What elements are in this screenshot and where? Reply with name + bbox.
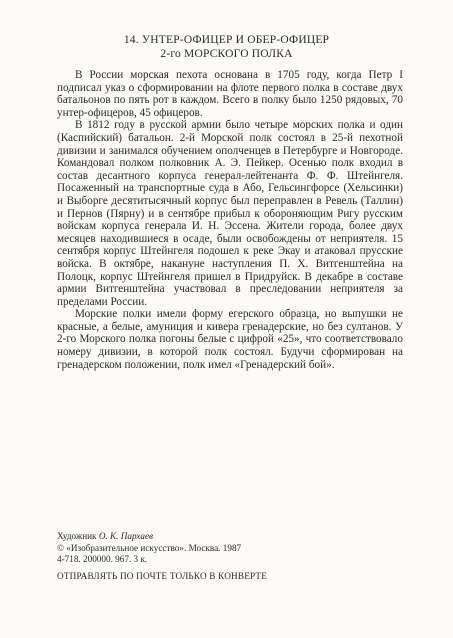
page-subtitle: 2-го МОРСКОГО ПОЛКА [160,48,293,60]
article-body [57,69,403,371]
page-title: 14. УНТЕР-ОФИЦЕР И ОБЕР-ОФИЦЕР [123,34,330,46]
publisher-credit: © «Изобразительное искусство». Москва. 1987 [57,543,242,553]
artist-name: О. К. Пархаев [98,531,154,541]
artist-label: Художник [57,531,97,541]
paragraph-1812: В 1812 году в русской армии было четыре морских полка и один (Каспийский) батальон. 2-й Морской полк состоял в 25-й пехотной дивизии и занимался обучением ополченцев в Петербурге и Новгороде. Командовал полком полковник А. Э. Пейкер. Осенью полк входил в состав десантного корпуса генерал-лейтенанта Ф. Ф. Штейнгеля. Посаженный на транспортные суда в Або, Гельсингфорсе (Хельсинки) и Выборге десятитысячный корпус был переправлен в Ревель (Таллин) и Пернов (Пярну) и в сентябре прибыл к обороняющим Ригу русским войскам корпуса генерала И. Н. Эссена. Жители города, более двух месяцев находившиеся в осаде, были освобождены от неприятеля. 15 сентября корпус Штейнгеля подошел к реке Экау и атаковал прусские войска. В октябре, накануне наступления П. Х. Витгенштейна на Полоцк, корпус Штейнгеля пришел в Придруйск. В декабре в составе армии Витгенштейна участвовал в преследовании неприятеля за пределами России. [57,119,403,308]
paragraph-uniform: Морские полки имели форму егерского образца, но выпушки не красные, а белые, амуниция и кивера гренадерские, но без султанов. У 2-го Морского полка погоны белые с цифрой «25», что соответствовало номеру дивизии, в которой полк состоял. Будучи сформирован на гренадерском положении, полк имел «Гренадерский бой». [57,308,403,371]
paragraph-history: В России морская пехота основана в 1705 году, когда Петр I подписал указ о сформировании на флоте первого полка в составе двух батальонов по пять рот в каждом. Всего в полку было 1250 рядовых, 70 унтер-офицеров, 45 офицеров. [57,69,403,119]
artist-credit [57,531,153,542]
mailing-note: ОТПРАВЛЯТЬ ПО ПОЧТЕ ТОЛЬКО В КОНВЕРТЕ [57,571,268,581]
print-code: 4-718. 200000. 967. 3 к. [57,554,148,564]
